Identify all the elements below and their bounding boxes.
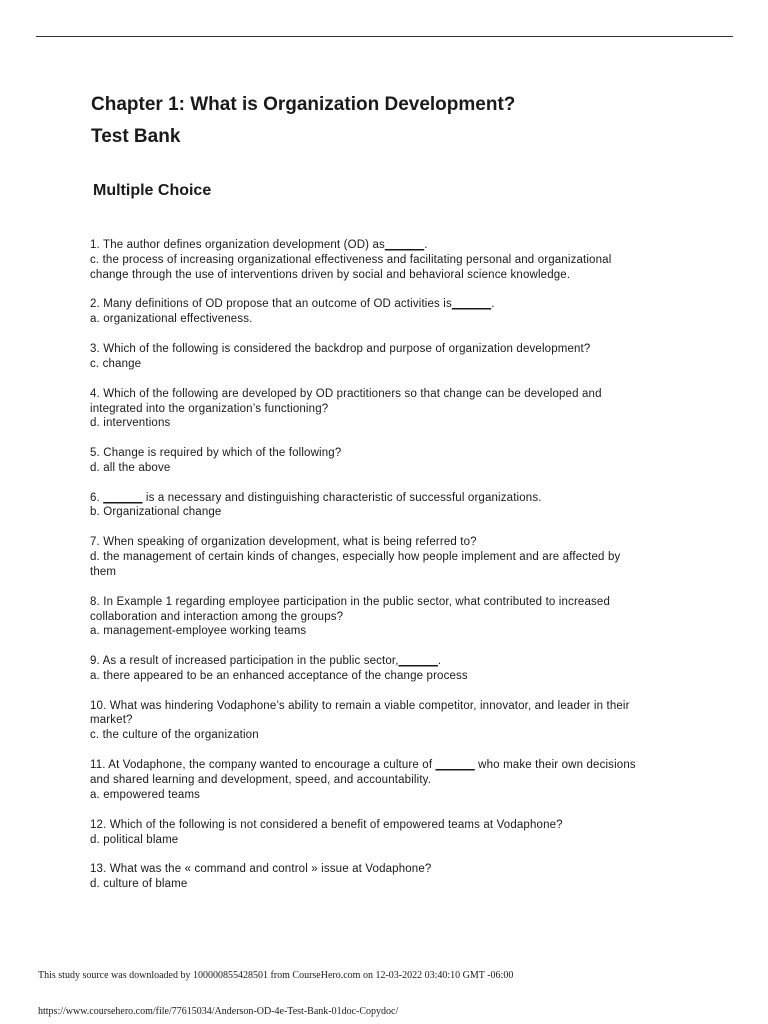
question-7-answer: d. the management of certain kinds of changes, especially how people implement and are affected by xyxy=(90,551,621,563)
question-1-answer: c. the process of increasing organizational effectiveness and facilitating personal and organizational xyxy=(90,254,612,266)
question-8-answer: a. management-employee working teams xyxy=(90,625,307,637)
answer-blank: ______ xyxy=(451,298,492,310)
question-1-answer-cont: change through the use of interventions driven by social and behavioral science knowledge. xyxy=(90,269,571,281)
question-9-text: 9. As a result of increased participation in the public sector,______. xyxy=(90,655,442,667)
question-3-answer: c. change xyxy=(90,358,142,370)
question-4-text: 4. Which of the following are developed by OD practitioners so that change can be developed and xyxy=(90,388,602,400)
answer-blank: ______ xyxy=(384,239,425,251)
question-3-text: 3. Which of the following is considered the backdrop and purpose of organization development? xyxy=(90,343,591,355)
question-12-text: 12. Which of the following is not considered a benefit of empowered teams at Vodaphone? xyxy=(90,819,563,831)
question-13-text: 13. What was the « command and control » issue at Vodaphone? xyxy=(90,863,432,875)
question-11-text-cont: and shared learning and development, speed, and accountability. xyxy=(90,774,432,786)
question-6-answer: b. Organizational change xyxy=(90,506,222,518)
question-13-answer: d. culture of blame xyxy=(90,878,188,890)
source-url: https://www.coursehero.com/file/77615034/Anderson-OD-4e-Test-Bank-01doc-Copydoc/ xyxy=(38,1006,399,1017)
question-1-text: 1. The author defines organization development (OD) as______. xyxy=(90,239,428,251)
question-6-text: 6. ______ is a necessary and distinguishing characteristic of successful organizations. xyxy=(90,492,542,504)
download-source-note: This study source was downloaded by 100000855428501 from CourseHero.com on 12-03-2022 03:40:10 GMT -06:00 xyxy=(38,970,514,981)
question-8-text-cont: collaboration and interaction among the groups? xyxy=(90,611,344,623)
question-7-answer-cont: them xyxy=(90,566,117,578)
answer-blank: ______ xyxy=(435,759,475,771)
question-10-text-cont: market? xyxy=(90,714,133,726)
question-11-text: 11. At Vodaphone, the company wanted to encourage a culture of ______ who make their own decisions xyxy=(90,759,636,771)
chapter-title: Chapter 1: What is Organization Development? xyxy=(91,94,516,115)
question-5-answer: d. all the above xyxy=(90,462,171,474)
question-11-answer: a. empowered teams xyxy=(90,789,201,801)
document-subtitle: Test Bank xyxy=(91,126,181,147)
question-5-text: 5. Change is required by which of the following? xyxy=(90,447,342,459)
question-12-answer: d. political blame xyxy=(90,834,179,846)
question-2-text: 2. Many definitions of OD propose that an outcome of OD activities is______. xyxy=(90,298,495,310)
question-4-answer: d. interventions xyxy=(90,417,171,429)
question-8-text: 8. In Example 1 regarding employee participation in the public sector, what contributed to increased xyxy=(90,596,611,608)
header-divider xyxy=(36,36,733,37)
answer-blank: ______ xyxy=(398,655,438,667)
question-7-text: 7. When speaking of organization development, what is being referred to? xyxy=(90,536,477,548)
question-2-answer: a. organizational effectiveness. xyxy=(90,313,253,325)
question-9-answer: a. there appeared to be an enhanced acceptance of the change process xyxy=(90,670,468,682)
section-heading: Multiple Choice xyxy=(93,182,212,199)
question-4-text-cont: integrated into the organization’s functioning? xyxy=(90,403,329,415)
answer-blank: ______ xyxy=(103,492,143,504)
question-10-answer: c. the culture of the organization xyxy=(90,729,259,741)
question-10-text: 10. What was hindering Vodaphone’s ability to remain a viable competitor, innovator, and leader in their xyxy=(90,700,630,712)
